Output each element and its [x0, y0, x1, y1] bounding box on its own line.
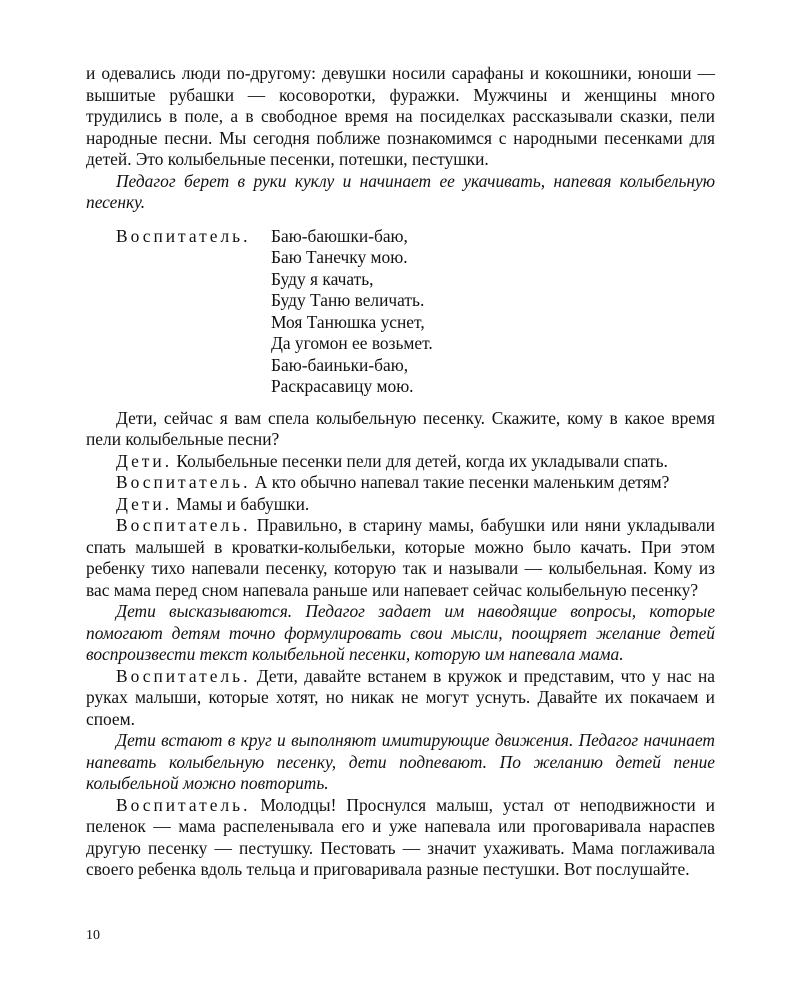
stage-direction-1: Педагог берет в руки куклу и начинает ее укачивать, напевая колыбельную песенку.	[86, 170, 715, 212]
verse-line: Да угомон ее возьмет.	[271, 333, 433, 353]
dialogue-speaker: Дети.	[116, 450, 173, 471]
dialogue-speaker: Дети.	[116, 493, 173, 514]
verse-line: Буду я качать,	[271, 268, 374, 289]
stage-direction-2: Дети высказываются. Педагог задает им наводящие вопросы, которые помогают детям точно формулировать свои мысли, поощряет желание детей воспроизвести текст колыбельной песенки, которую им напевала мама.	[86, 601, 715, 664]
verse-lines	[271, 226, 715, 398]
verse-line: Раскрасавицу мою.	[271, 376, 414, 396]
verse-line: Баю-баюшки-баю,	[271, 225, 408, 246]
dialogue-speaker: Воспитатель.	[116, 515, 251, 535]
verse-speaker: Воспитатель.	[116, 225, 251, 246]
dialogue-line	[86, 515, 715, 601]
verse-line: Буду Таню величать.	[271, 290, 425, 310]
dialogue-line	[86, 494, 715, 516]
dialogue-text: Мамы и бабушки.	[176, 493, 310, 514]
dialogue-speaker: Воспитатель.	[116, 665, 251, 686]
dialogue-text: Правильно, в старину мамы, бабушки или няни укладывали спать малышей в кроватки-колыбельки, которые можно было качать. При этом ребенку тихо напевали песенку, которую так и называли — колыбельная. Кому из вас мама перед сном напевала раньше или напевает сейчас колыбельную песенку?	[86, 515, 715, 600]
lullaby-verse	[86, 226, 715, 398]
dialogue-text: А кто обычно напевал такие песенки маленьким детям?	[254, 472, 670, 492]
dialogue-line	[86, 472, 715, 494]
verse-line: Моя Танюшка уснет,	[271, 311, 425, 332]
page-text	[86, 63, 715, 881]
dialogue-text: Молодцы! Проснулся малыш, устал от неподвижности и пеленок — мама распеленывала его и уже напевала или проговаривала нараспев другую песенку — пестушку. Пестовать — значит ухаживать. Мама поглаживала своего ребенка вдоль тельца и приговаривала разные пестушки. Вот послушайте.	[86, 794, 715, 879]
dialogue-line	[86, 795, 715, 881]
dialogue-line	[86, 666, 715, 731]
verse-line: Баю-баиньки-баю,	[271, 354, 409, 375]
page-number: 10	[86, 928, 100, 943]
dialogue-line	[86, 451, 715, 473]
stage-direction-3: Дети встают в круг и выполняют имитирующие движения. Педагог начинает напевать колыбельную песенку, дети подпевают. По желанию детей пение колыбельной можно повторить.	[86, 730, 715, 793]
paragraph-2: Дети, сейчас я вам спела колыбельную песенку. Скажите, кому в какое время пели колыбельные песни?	[86, 407, 715, 449]
dialogue-speaker: Воспитатель.	[116, 472, 251, 492]
dialogue-text: Колыбельные песенки пели для детей, когда их укладывали спать.	[176, 450, 668, 471]
verse-line: Баю Танечку мою.	[271, 247, 408, 267]
dialogue-text: Дети, давайте встанем в кружок и представим, что у нас на руках малыши, которые хотят, но никак не могут уснуть. Давайте их покачаем и споем.	[86, 665, 715, 729]
paragraph-1: и одевались люди по-другому: девушки носили сарафаны и кокошники, юноши — вышитые рубашки — косоворотки, фуражки. Мужчины и женщины много трудились в поле, а в свободное время на посиделках рассказывали сказки, пели народные песни. Мы сегодня поближе познакомимся с народными песенками для детей. Это колыбельные песенки, потешки, пестушки.	[86, 63, 715, 169]
dialogue-speaker: Воспитатель.	[116, 794, 251, 815]
